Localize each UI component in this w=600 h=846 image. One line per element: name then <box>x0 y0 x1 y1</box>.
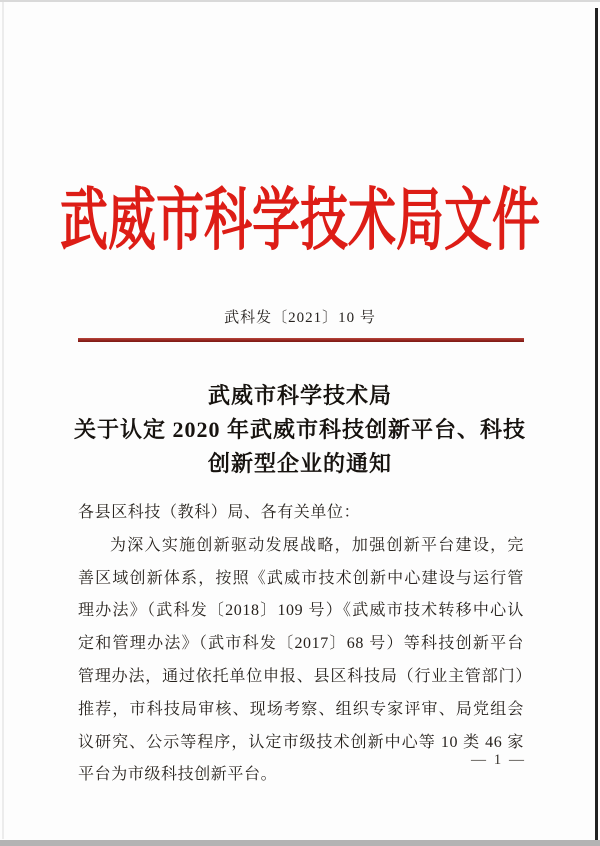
scan-edge-top <box>0 0 600 2</box>
salutation-line: 各县区科技（教科）局、各有关单位： <box>78 504 361 521</box>
scan-edge-bottom <box>0 840 600 846</box>
notice-title <box>30 379 570 481</box>
notice-title-line-3: 创新型企业的通知 <box>207 451 392 476</box>
notice-body <box>78 497 524 792</box>
page-number: — 1 — <box>471 752 526 768</box>
document-number: 武科发〔2021〕10 号 <box>224 310 376 326</box>
body-paragraph: 为深入实施创新驱动发展战略，加强创新平台建设，完善区域创新体系，按照《武威市技术创新中心建设与运行管理办法》（武科发〔2018〕109 号）《武威市技术转移中心认定和管理办法》（武市科发〔2017〕68 号）等科技创新平台管理办法，通过依托单位申报、县区科技局（行业主管部门）推荐，市科技局审核、现场考察、组织专家评审、局党组会议研究、公示等程序，认定市级技术创新中心等 10 类 46 家平台为市级科技创新平台。 <box>78 536 524 784</box>
notice-title-line-2: 关于认定 2020 年武威市科技创新平台、科技 <box>73 417 526 442</box>
scan-edge-right <box>595 8 598 841</box>
notice-title-line-1: 武威市科学技术局 <box>207 383 392 408</box>
letterhead-title-text: 武威市科学技术局文件 <box>59 183 540 259</box>
red-divider-line <box>78 338 524 342</box>
scan-edge-left <box>2 2 4 839</box>
letterhead-title <box>0 183 600 259</box>
